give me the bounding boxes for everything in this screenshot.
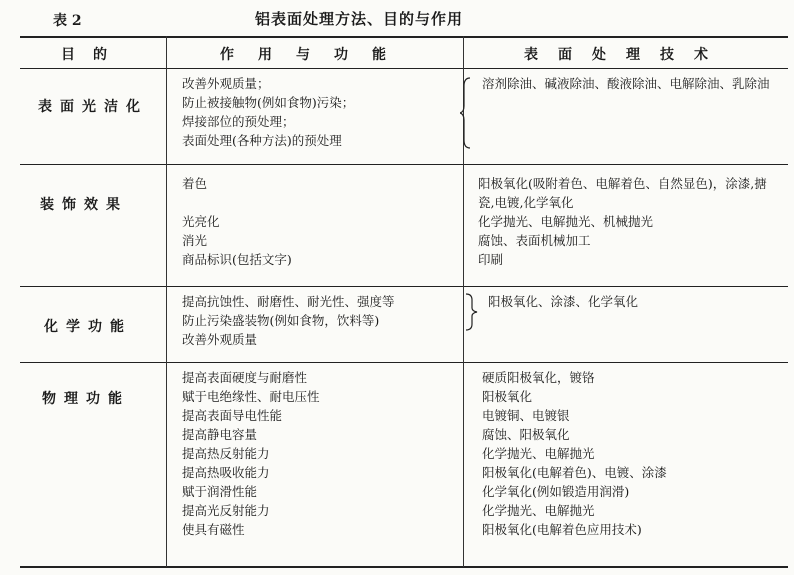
function-item: 提高静电容量: [182, 427, 258, 442]
technique-item: 溶剂除油、碱液除油、酸液除油、电解除油、乳除油: [482, 76, 770, 91]
technique-item: 印刷: [478, 252, 504, 267]
technique-item: 阳极氧化: [482, 389, 533, 404]
technique-item: 硬质阳极氧化，镀铬: [482, 370, 595, 385]
technique-item: 化学抛光、电解抛光、机械抛光: [478, 214, 654, 229]
function-item: 提高抗蚀性、耐磨性、耐光性、强度等: [182, 294, 395, 309]
technique-item: 阳极氧化(电解着色)、电镀、涂漆: [482, 465, 667, 480]
technique-item: 腐蚀、表面机械加工: [478, 233, 591, 248]
technique-item: 阳极氧化(电解着色应用技术): [482, 522, 642, 537]
function-item: 提高热吸收能力: [182, 465, 270, 480]
purpose-cell: 装饰效果: [40, 197, 128, 213]
function-item: 着色: [182, 176, 208, 191]
technique-list: [466, 174, 778, 269]
function-item: 商品标识(包括文字): [182, 252, 292, 267]
row-divider: [20, 362, 788, 363]
function-item: 提高光反射能力: [182, 503, 270, 518]
header-technique: 表面处理技术: [524, 47, 728, 63]
function-list: [182, 174, 292, 269]
function-item: 焊接部位的预处理；: [182, 114, 295, 129]
function-item: 提高表面硬度与耐磨性: [182, 370, 308, 385]
function-item: 表面处理(各种方法)的预处理: [182, 133, 342, 148]
function-list: [182, 74, 354, 150]
header-purpose: 目的: [61, 47, 125, 63]
function-item: 提高表面导电性能: [182, 408, 283, 423]
function-list: [182, 292, 395, 349]
purpose-cell: 化学功能: [44, 319, 132, 335]
top-rule: [20, 36, 788, 38]
technique-item: 阳极氧化、涂漆、化学氧化: [488, 294, 639, 309]
function-item: 使具有磁性: [182, 522, 245, 537]
row-divider: [20, 164, 788, 165]
function-item: [182, 193, 292, 212]
technique-list: [470, 74, 782, 93]
table-label: 表 2: [53, 13, 82, 29]
function-item: 赋于电绝缘性、耐电压性: [182, 389, 320, 404]
function-item: 赋于润滑性能: [182, 484, 258, 499]
function-item: 防止污染盛装物(例如食物，饮料等): [182, 313, 380, 328]
function-list: [182, 368, 320, 539]
technique-item: 化学抛光、电解抛光: [482, 446, 595, 461]
technique-item: 化学氧化(例如锻造用润滑): [482, 484, 630, 499]
function-item: 改善外观质量；: [182, 76, 270, 91]
table-title: 铝表面处理方法、目的与作用: [255, 10, 464, 28]
brace-icon: [464, 292, 480, 332]
table-caption: [0, 6, 794, 30]
technique-item: 腐蚀、阳极氧化: [482, 427, 570, 442]
function-item: 改善外观质量: [182, 332, 258, 347]
function-item: 光亮化: [182, 214, 220, 229]
row-divider: [20, 286, 788, 287]
bottom-rule: [20, 566, 788, 568]
technique-item: 阳极氧化(吸附着色、电解着色、自然显色)，涂漆,搪瓷,电镀,化学氧化: [478, 176, 767, 210]
purpose-cell: 物理功能: [42, 391, 130, 407]
technique-list: [482, 368, 667, 539]
header-rule: [20, 68, 788, 69]
function-item: 提高热反射能力: [182, 446, 270, 461]
column-divider: [166, 36, 167, 567]
header-function: 作用与功能: [220, 47, 410, 63]
technique-item: 电镀铜、电镀银: [482, 408, 570, 423]
function-item: 防止被接触物(例如食物)污染；: [182, 95, 355, 110]
technique-list: [488, 292, 638, 311]
technique-item: 化学抛光、电解抛光: [482, 503, 595, 518]
purpose-cell: 表面光洁化: [38, 99, 148, 115]
function-item: 消光: [182, 233, 208, 248]
